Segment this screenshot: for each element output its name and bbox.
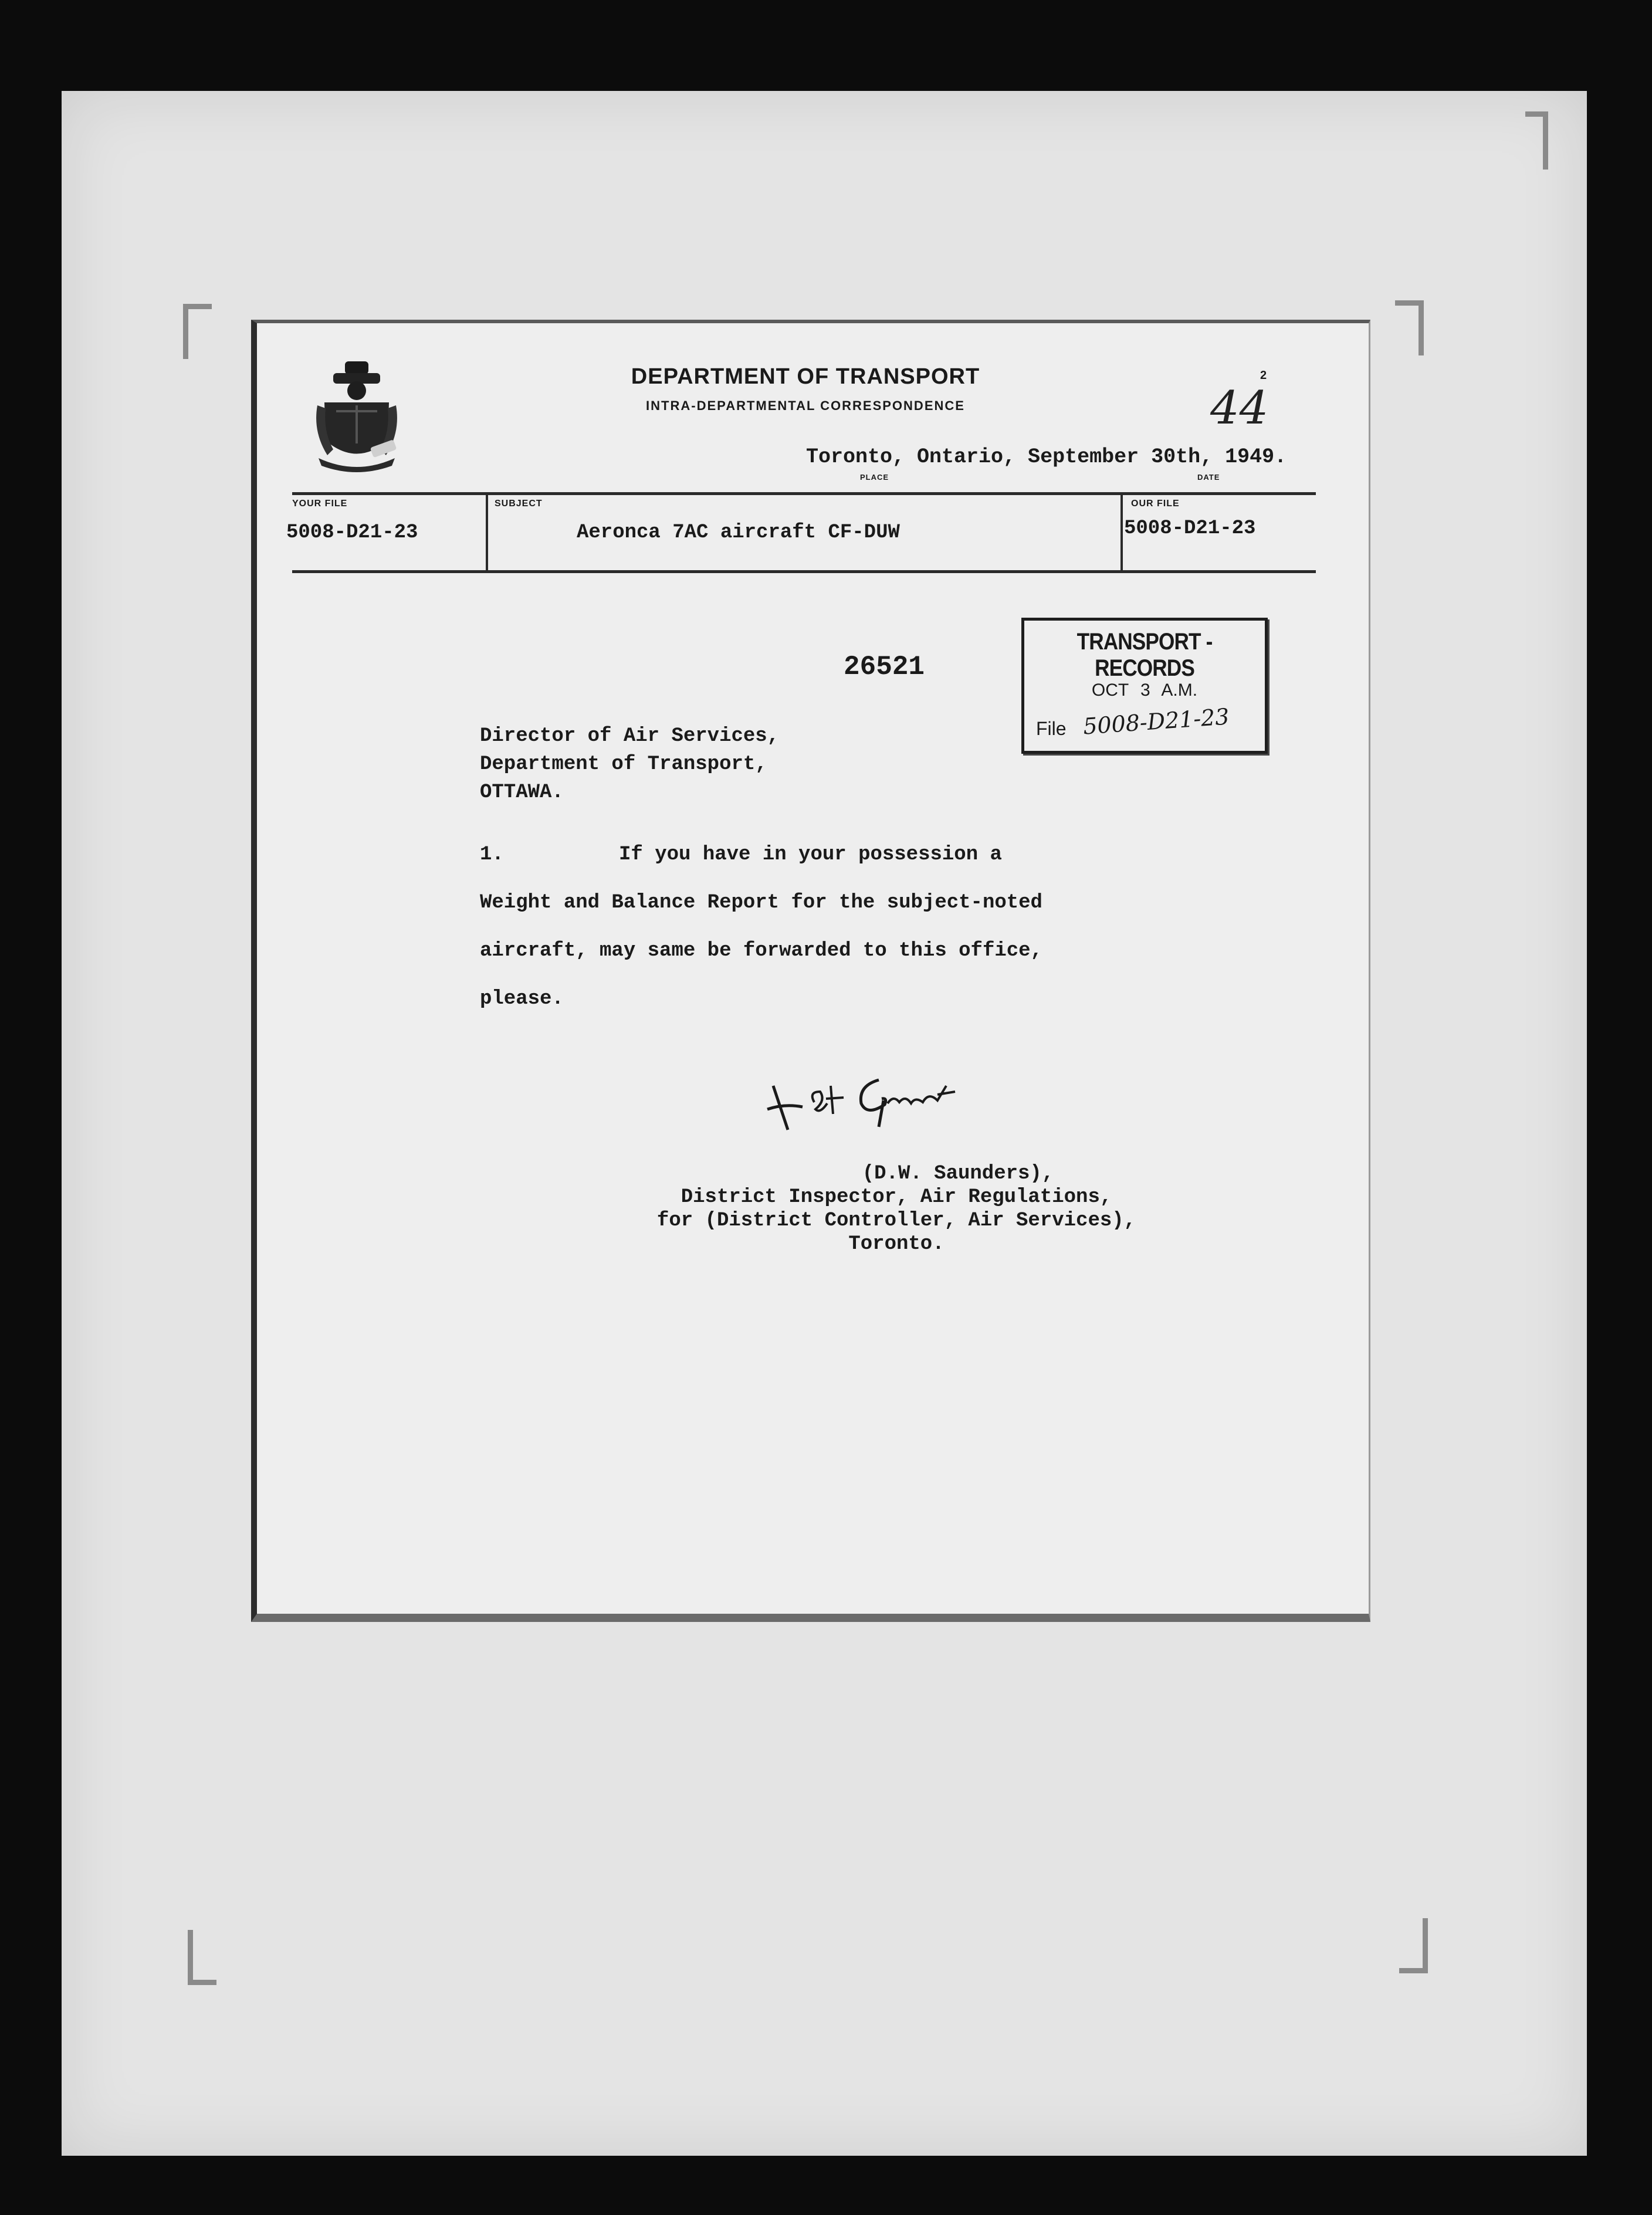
stamp-file-label: File [1036, 718, 1067, 739]
reference-number: 26521 [844, 652, 925, 682]
signatory-city: Toronto. [848, 1233, 945, 1255]
file-bar-divider [1120, 495, 1123, 570]
signature-block [603, 1162, 1190, 1256]
body-line: Weight and Balance Report for the subject-noted [480, 892, 1042, 914]
handwritten-page-number: 44 [1210, 382, 1269, 435]
file-reference-bar [286, 492, 1316, 573]
body-paragraph [480, 831, 1172, 1023]
crop-mark-bottom-left [188, 1930, 216, 1985]
body-line: 1. If you have in your possession a [480, 831, 1172, 879]
our-file-value: 5008-D21-23 [1124, 517, 1256, 540]
crop-mark-top-right [1395, 300, 1424, 355]
page-number-superscript: 2 [1260, 369, 1267, 382]
correspondence-subheading: INTRA-DEPARTMENTAL CORRESPONDENCE [646, 398, 965, 413]
paragraph-number: 1. [480, 844, 504, 866]
signatory-name: (D.W. Saunders), [862, 1163, 1054, 1185]
crop-mark-mount-corner [1525, 111, 1548, 170]
your-file-value: 5008-D21-23 [286, 521, 418, 544]
body-line: please. [480, 988, 564, 1010]
addressee-block: Director of Air Services, Department of Transport, OTTAWA. [480, 725, 780, 804]
crop-mark-top-left [183, 304, 212, 359]
coat-of-arms-icon [313, 361, 401, 473]
our-file-label: OUR FILE [1131, 499, 1180, 509]
place-caption: PLACE [860, 473, 889, 482]
place-date-line: Toronto, Ontario, September 30th, 1949. [806, 445, 1287, 469]
department-heading: DEPARTMENT OF TRANSPORT [631, 364, 980, 389]
subject-value: Aeronca 7AC aircraft CF-DUW [577, 521, 900, 544]
your-file-label: YOUR FILE [292, 499, 348, 509]
stamp-title: TRANSPORT - RECORDS [1076, 629, 1213, 681]
body-line: aircraft, may same be forwarded to this office, [480, 940, 1042, 962]
date-caption: DATE [1197, 473, 1220, 482]
signatory-title: District Inspector, Air Regulations, [681, 1186, 1112, 1208]
crop-mark-bottom-right [1399, 1918, 1428, 1973]
stamp-handwritten-file-number: 5008-D21-23 [1082, 703, 1230, 740]
letter-sheet [251, 320, 1370, 1622]
signatory-for-line: for (District Controller, Air Services), [656, 1210, 1136, 1232]
stamp-date: OCT 3 A.M. [1091, 680, 1198, 700]
subject-label: SUBJECT [495, 499, 543, 509]
handwritten-signature [761, 1068, 973, 1133]
transport-records-stamp [1021, 618, 1268, 754]
file-bar-divider [486, 495, 488, 570]
